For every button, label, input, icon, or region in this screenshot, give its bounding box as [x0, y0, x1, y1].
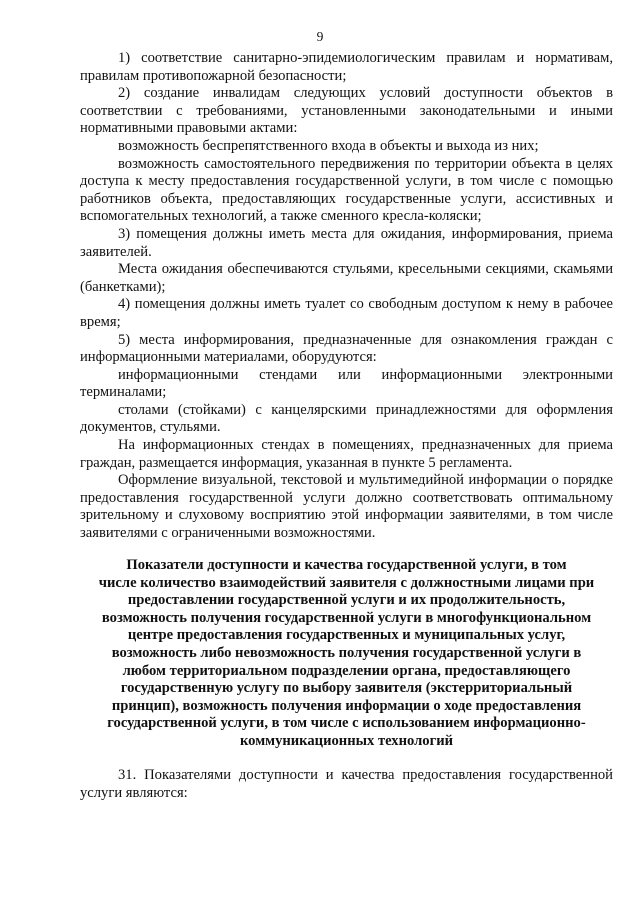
heading-line: предоставлении государственной услуги и их продолжительность, [127, 592, 566, 609]
heading-line: возможность получения государственной услуги в многофункциональном [101, 609, 592, 626]
paragraph-sanitary-compliance: 1) соответствие санитарно-эпидемиологическим правилам и нормативам, правилам противопожарной безопасности; [80, 50, 613, 84]
heading-line: принцип), возможность получения информации о ходе предоставления [111, 697, 582, 714]
paragraph-accessibility-conditions: 2) создание инвалидам следующих условий доступности объектов в соответствии с требованиями, установленными законодательными и иными нормативными правовыми актами: [80, 85, 613, 137]
heading-line: любом территориальном подразделении органа, предоставляющего [122, 662, 571, 679]
paragraph-waiting-areas: 3) помещения должны иметь места для ожидания, информирования, приема заявителей. [80, 225, 613, 260]
closing-text [80, 767, 613, 802]
paragraph-information-places: 5) места информирования, предназначенные для ознакомления граждан с информационными материалами, оборудуются: [80, 331, 613, 366]
heading-line: числе количество взаимодействий заявителя с должностными лицами при [98, 574, 595, 591]
heading-line: Показатели доступности и качества государственной услуги, в том [126, 557, 567, 573]
paragraph-accessibility-indicators: 31. Показателями доступности и качества предоставления государственной услуги являются: [80, 767, 613, 801]
page-number: 9 [316, 29, 324, 44]
paragraph-free-entry: возможность беспрепятственного входа в объекты и выхода из них; [118, 137, 539, 154]
section-heading [80, 557, 613, 751]
paragraph-independent-movement: возможность самостоятельного передвижения по территории объекта в целях доступа к месту предоставления государственной услуги, в том числе с помощью работников объекта, предоставляющих государственные услуги, ассистивных и вспомогательных технологий, а также сменного кресла-коляски; [80, 155, 613, 225]
heading-line: коммуникационных технологий [239, 732, 454, 749]
paragraph-desks: столами (стойками) с канцелярскими принадлежностями для оформления документов, стульями. [80, 401, 613, 436]
paragraph-visual-design: Оформление визуальной, текстовой и мультимедийной информации о порядке предоставления государственной услуги должно соответствовать оптимальному зрительному и слуховому восприятию этой информации заявителями, в том числе заявителями с ограниченными возможностями. [80, 472, 613, 542]
paragraph-info-stands: информационными стендами или информационными электронными терминалами; [80, 366, 613, 401]
paragraph-restroom: 4) помещения должны иметь туалет со свободным доступом к нему в рабочее время; [80, 296, 613, 330]
heading-line: государственной услуги, в том числе с использованием информационно- [107, 715, 586, 732]
paragraph-seating: Места ожидания обеспечиваются стульями, кресельными секциями, скамьями (банкетками); [80, 261, 613, 295]
body-text [80, 50, 613, 543]
paragraph-stand-information: На информационных стендах в помещениях, предназначенных для приема граждан, размещается информация, указанная в пункте 5 регламента. [80, 437, 613, 471]
heading-line: центре предоставления государственных и муниципальных услуг, [127, 627, 566, 644]
heading-line: государственную услугу по выбору заявителя (экстерриториальный [120, 680, 573, 697]
heading-line: возможность либо невозможность получения государственной услуги в [111, 644, 582, 661]
